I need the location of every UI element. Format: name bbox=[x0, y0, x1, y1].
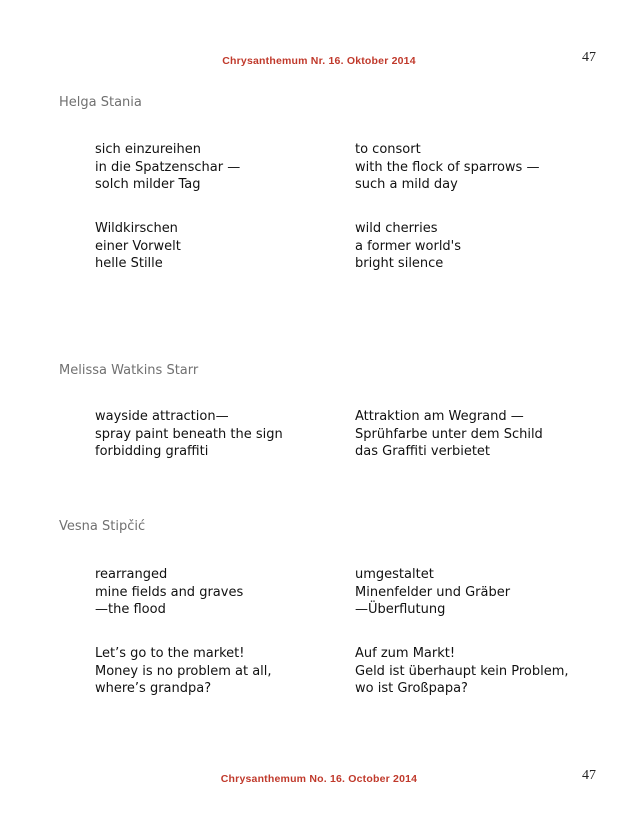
page-number: 47 bbox=[582, 768, 596, 783]
author-name: Vesna Stipčić bbox=[59, 519, 146, 534]
haiku-translation bbox=[355, 220, 461, 273]
haiku-line: sich einzureihen bbox=[95, 142, 201, 157]
page-number: 47 bbox=[582, 50, 596, 65]
haiku-line: a former world's bbox=[355, 238, 462, 254]
haiku-line: rearranged bbox=[95, 567, 168, 582]
haiku-line: where’s grandpa? bbox=[95, 681, 212, 696]
haiku-line: Money is no problem at all, bbox=[95, 663, 272, 679]
haiku-translation bbox=[355, 141, 539, 194]
haiku-line: helle Stille bbox=[95, 256, 163, 271]
haiku-line: mine fields and graves bbox=[95, 584, 244, 600]
haiku-line: das Graffiti verbietet bbox=[355, 444, 491, 459]
haiku-line: umgestaltet bbox=[355, 567, 434, 582]
haiku-line: wo ist Großpapa? bbox=[355, 681, 468, 696]
haiku-line: Auf zum Markt! bbox=[355, 646, 456, 661]
haiku-original bbox=[95, 566, 243, 619]
haiku-line: spray paint beneath the sign bbox=[95, 426, 283, 442]
haiku-translation bbox=[355, 645, 569, 698]
haiku-line: Geld ist überhaupt kein Problem, bbox=[355, 663, 569, 679]
haiku-line: einer Vorwelt bbox=[95, 238, 181, 254]
haiku-translation bbox=[355, 566, 510, 619]
haiku-original bbox=[95, 141, 240, 194]
haiku-line: solch milder Tag bbox=[95, 177, 201, 192]
haiku-original bbox=[95, 645, 272, 698]
haiku-line: bright silence bbox=[355, 256, 444, 271]
author-name: Melissa Watkins Starr bbox=[59, 363, 199, 378]
haiku-line: Sprühfarbe unter dem Schild bbox=[355, 426, 543, 442]
haiku-line: wild cherries bbox=[355, 221, 438, 236]
haiku-original bbox=[95, 408, 283, 461]
haiku-line: Let’s go to the market! bbox=[95, 646, 245, 661]
haiku-line: such a mild day bbox=[355, 177, 458, 192]
haiku-original bbox=[95, 220, 181, 273]
journal-title: Chrysanthemum Nr. 16. Oktober 2014 bbox=[222, 55, 416, 67]
journal-title: Chrysanthemum No. 16. October 2014 bbox=[220, 773, 418, 785]
haiku-line: Attraktion am Wegrand — bbox=[355, 409, 524, 424]
haiku-line: Minenfelder und Gräber bbox=[355, 584, 511, 600]
haiku-translation bbox=[355, 408, 543, 461]
page-header bbox=[0, 50, 638, 70]
haiku-line: —the flood bbox=[95, 602, 166, 617]
haiku-line: —Überflutung bbox=[355, 602, 446, 617]
haiku-line: to consort bbox=[355, 142, 421, 157]
author-name: Helga Stania bbox=[59, 95, 142, 110]
haiku-line: forbidding graffiti bbox=[95, 444, 209, 459]
haiku-line: in die Spatzenschar — bbox=[95, 159, 241, 175]
haiku-line: with the flock of sparrows — bbox=[355, 159, 540, 175]
page-footer bbox=[0, 768, 638, 788]
haiku-line: Wildkirschen bbox=[95, 221, 178, 236]
haiku-line: wayside attraction— bbox=[95, 409, 229, 424]
